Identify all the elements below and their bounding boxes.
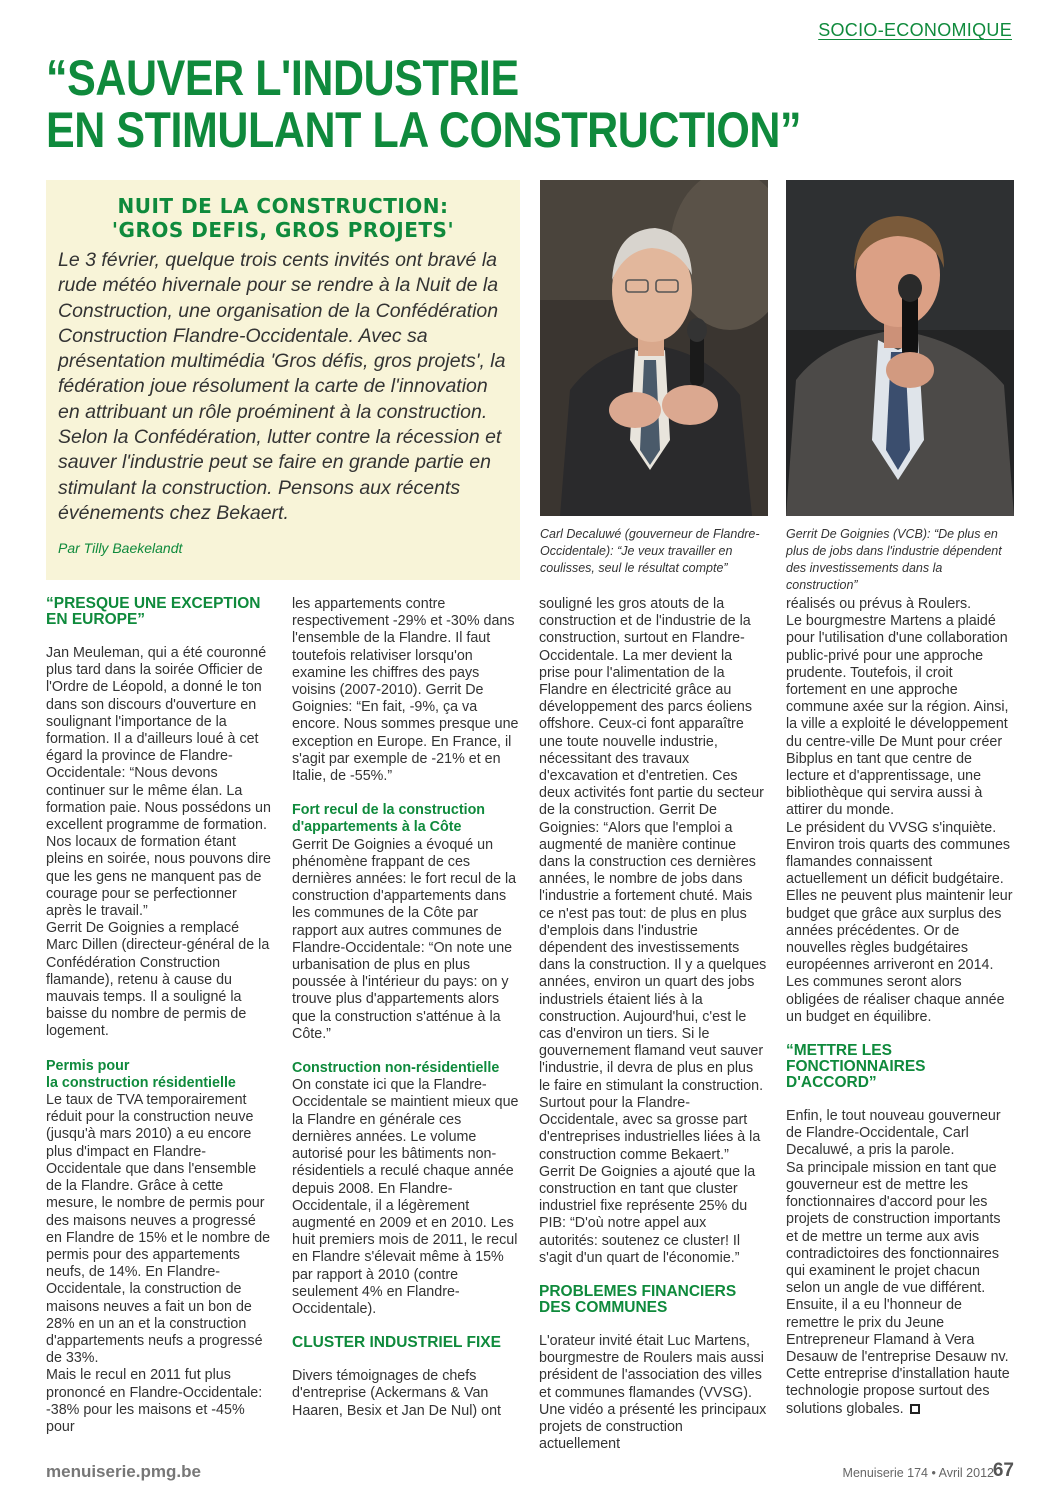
paragraph: les appartements contre respectivement -29% et -30% dans l'ensemble de la Flandre. Il faut toutefois relativiser lorsqu'on examine les chiffres des pays voisins (2007-2010). Gerrit De Goignies: “En fait, -9%, ça va encore. Nous sommes presque une exception en Europe. En France, il s'agit par exemple de -21% et en Italie, de -55%.” — [292, 596, 519, 785]
paragraph: Le président du VVSG s'inquiète. Environ trois quarts des communes flamandes connaissent actuellement un déficit budgétaire. Elles ne peuvent plus maintenir leur budget que grâce aux surplus des années précédentes. Or de nouvelles règles budgétaires européennes arriveront en 2014. — [786, 819, 1013, 974]
end-mark-icon — [910, 1404, 920, 1414]
paragraph: L'orateur invité était Luc Martens, bourgmestre de Roulers mais aussi président de l'association des villes et communes flamandes (VVSG). Une vidéo a présenté les principaux projets de construction actuellement — [539, 1332, 767, 1453]
footer-issue: Menuiserie 174 • Avril 2012 — [842, 1466, 994, 1480]
subheading-fort-recul-line-1: Fort recul de la construction — [292, 802, 486, 819]
subheading-non-residentielle: Construction non-résidentielle — [292, 1060, 500, 1077]
photo-carl-decaluwe-graphic — [540, 180, 768, 516]
paragraph: Le taux de TVA temporairement réduit pour la construction neuve (jusqu'à mars 2010) a eu encore plus d'impact en Flandre-Occidentale que dans l'ensemble de la Flandre. Grâce à cette mesure, le nombre de permis pour des maisons neuves a progressé en Flandre de 15% et le nombre de permis pour des appartements neufs, de 14%. En Flandre-Occidentale, la construction de maisons neuves a fait un bon de 28% en un an et la construction d'appartements neufs a progressé de 33%. — [46, 1092, 271, 1367]
intro-title-line-1: NUIT DE LA CONSTRUCTION: — [117, 194, 449, 218]
intro-text: Le 3 février, quelque trois cents invités ont bravé la rude météo hivernale pour se rendre à la Nuit de la Construction, une organisation de la Confédération Construction Flandre-Occidentale. Avec sa présentation multimédia 'Gros défis, gros projets', la fédération joue résolument la carte de l'innovation en attribuant un rôle proéminent à la construction. Selon la Confédération, lutter contre la récession et sauver l'industrie peut se faire en grande partie en stimulant la construction. Pensons aux récents événements chez Bekaert. — [58, 249, 506, 524]
column-4 — [786, 596, 1014, 1418]
paragraph: Gerrit De Goignies a évoqué un phénomène frappant de ces dernières années: le fort recul de la construction d'appartements dans les communes de la Côte par rapport aux autres communes de Flandre-Occidentale: “On note une urbanisation de plus en plus poussée à l'intérieur du pays: on y trouve plus d'appartements alors que la construction s'atténue à la Côte.” — [292, 836, 517, 1042]
paragraph: Le bourgmestre Martens a plaidé pour l'utilisation d'une collaboration public-privé pour une approche prudente. Toutefois, il croit fortement en une approche commune axée sur la région. Ainsi, la ville a exploité le développement du centre-ville De Munt pour créer Bibplus en tant que centre de lecture et d'apprentissage, une bibliothèque qui servira aussi à attirer du monde. — [786, 613, 1009, 819]
subheading-permis-line-1: Permis pour — [46, 1057, 130, 1074]
intro-box — [46, 180, 520, 580]
paragraph: Gerrit De Goignies a remplacé Marc Dillen (directeur-général de la Confédération Construction flamande), retenu à cause du mauvais temps. Il a souligné la baisse du nombre de permis de logement. — [46, 920, 270, 1040]
subheading-presque-exception: “PRESQUE UNE EXCEPTION EN EUROPE” — [46, 595, 261, 628]
subheading-permis-line-2: la construction résidentielle — [46, 1074, 236, 1091]
intro-title-line-2: 'GROS DEFIS, GROS PROJETS' — [111, 218, 455, 242]
column-2 — [292, 596, 520, 1420]
photo-carl-decaluwe — [540, 180, 768, 516]
subheading-mettre-fonctionnaires: “METTRE LES FONCTIONNAIRES D'ACCORD” — [786, 1042, 926, 1092]
caption-photo-2: Gerrit De Goignies (VCB): “De plus en plus de jobs dans l'industrie dépendent des investissements dans la construction” — [786, 527, 1002, 592]
photo-gerrit-de-goignies — [786, 180, 1014, 516]
paragraph: Jan Meuleman, qui a été couronné plus tard dans la soirée Officier de l'Ordre de Léopold, a donné le ton dans son discours d'ouverture en soulignant l'importance de la formation. Il a d'ailleurs loué à cet égard la province de Flandre-Occidentale: “Nous devons continuer sur le même élan. La formation paie. Nous possédons un excellent programme de formation. Nos locaux de formation étant pleins en soirée, nous pouvons dire que les gens ne manquent pas de courage pour se perfectionner après le travail.” — [46, 645, 271, 920]
paragraph: Enfin, le tout nouveau gouverneur de Flandre-Occidentale, Carl Decaluwé, a pris la parole. — [786, 1108, 1001, 1159]
photo-gerrit-de-goignies-graphic — [786, 180, 1014, 516]
section-tag: SOCIO-ECONOMIQUE — [818, 20, 1012, 40]
page-number: 67 — [992, 1460, 1014, 1481]
subheading-fort-recul-line-2: d'appartements à la Côte — [292, 819, 462, 836]
paragraph-text: Cette entreprise d'installation haute technologie propose surtout des solutions globales. — [786, 1366, 1010, 1417]
paragraph: On constate ici que la Flandre-Occidentale se maintient mieux que la Flandre en générale ces dernières années. Le volume autorisé pour les bâtiments non-résidentiels a reculé chaque année depuis 2008. En Flandre-Occidentale, il a légèrement augmenté en 2009 et en 2010. Les huit premiers mois de 2011, le recul en Flandre s'élevait même à 15% par rapport à 2010 (contre seulement 4% en Flandre-Occidentale). — [292, 1077, 519, 1317]
caption-photo-1: Carl Decaluwé (gouverneur de Flandre-Occidentale): “Je veux travailler en coulisses, seul le résultat compte” — [540, 527, 760, 575]
headline-line-2: EN STIMULANT LA CONSTRUCTION” — [46, 102, 802, 158]
subheading-cluster-industriel: CLUSTER INDUSTRIEL FIXE — [292, 1334, 501, 1352]
intro-title — [46, 194, 520, 242]
paragraph: Sa principale mission en tant que gouverneur est de mettre les fonctionnaires d'accord pour les projets de construction importants et de mettre un terme aux avis contradictoires des fonctionnaires qui examinent le projet chacun selon un angle de vue différent. Ensuite, il a eu l'honneur de remettre le prix du Jeune Entrepreneur Flamand à Vera Desauw de l'entreprise Desauw nv. — [786, 1159, 1009, 1365]
footer-site: menuiserie.pmg.be — [46, 1462, 201, 1481]
headline-line-1: “SAUVER L'INDUSTRIE — [46, 50, 519, 106]
byline: Par Tilly Baekelandt — [58, 540, 183, 557]
subheading-problemes-financiers: PROBLEMES FINANCIERS DES COMMUNES — [539, 1282, 737, 1316]
paragraph: réalisés ou prévus à Roulers. — [786, 596, 972, 612]
paragraph: souligné les gros atouts de la construction et de l'industrie de la construction, surtout en Flandre-Occidentale. La mer devient la prise pour l'alimentation de la Flandre en électricité grâce au développement des parcs éoliens offshore. Ceux-ci font apparaître une toute nouvelle industrie, nécessitant des travaux d'excavation et d'entretien. Ces deux activités font partie du secteur de la construction. Gerrit De Goignies: “Alors que l'emploi a augmenté de manière continue dans la construction ces dernières années, le nombre de jobs dans l'industrie a fortement chuté. Mais ce n'est pas tout: de plus en plus d'emplois dans l'industrie dépendent des investissements dans la construction. Il y a quelques années, environ un quart des jobs industriels étaient liés à la construction. Aujourd'hui, c'est le cas d'environ un tiers. Si le gouvernement flamand veut sauver l'industrie, il devra de plus en plus le faire en stimulant la construction. Surtout pour la Flandre-Occidentale, avec sa grosse part d'entreprises industrielles liées à la construction comme Bekaert.” Gerrit De Goignies a ajouté que la construction en tant que cluster industriel fixe représente 25% du PIB: “D'où notre appel aux autorités: soutenez ce cluster! Il s'agit d'un quart de l'économie.” — [539, 596, 767, 1266]
column-1 — [46, 596, 274, 1436]
paragraph — [786, 1366, 1014, 1418]
column-3 — [539, 596, 767, 1453]
paragraph: Les communes seront alors obligées de réaliser chaque année un budget en équilibre. — [786, 974, 1005, 1025]
paragraph: Divers témoignages de chefs d'entreprise (Ackermans & Van Haaren, Besix et Jan De Nul) ont — [292, 1368, 501, 1419]
headline — [46, 52, 889, 156]
paragraph: Mais le recul en 2011 fut plus prononcé en Flandre-Occidentale: -38% pour les maisons et -45% pour — [46, 1367, 263, 1435]
